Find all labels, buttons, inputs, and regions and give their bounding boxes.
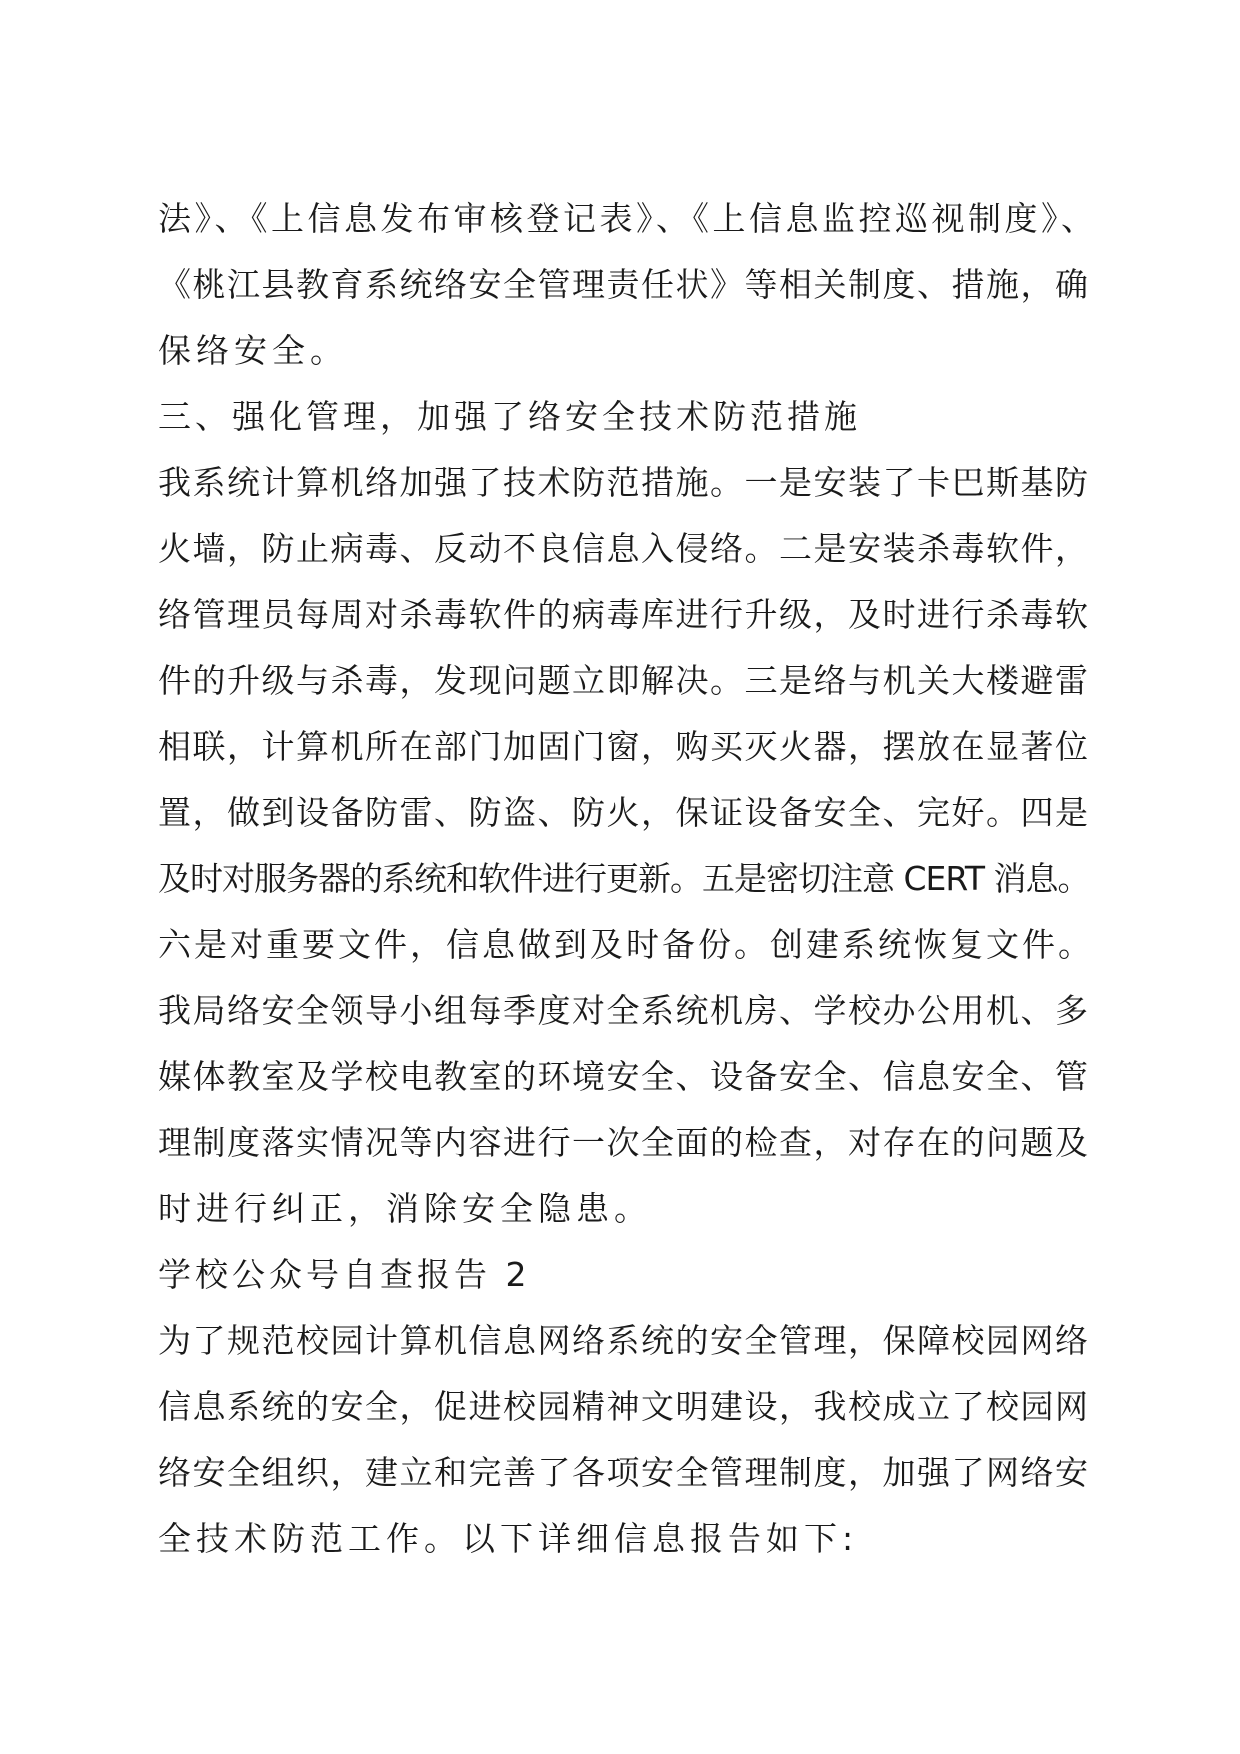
body-text-line: 六是对重要文件，信息做到及时备份。创建系统恢复文件。 bbox=[158, 925, 1094, 964]
body-text-line: 络管理员每周对杀毒软件的病毒库进行升级，及时进行杀毒软 bbox=[158, 595, 1090, 634]
body-text-line: 全技术防范工作。以下详细信息报告如下: bbox=[158, 1519, 859, 1558]
body-text-line: 时进行纠正，消除安全隐患。 bbox=[158, 1189, 652, 1228]
body-text-line: 络安全组织，建立和完善了各项安全管理制度，加强了网络安 bbox=[158, 1453, 1090, 1492]
body-text-line: 媒体教室及学校电教室的环境安全、设备安全、信息安全、管 bbox=[158, 1057, 1090, 1096]
body-text-line: 为了规范校园计算机信息网络系统的安全管理，保障校园网络 bbox=[158, 1321, 1090, 1360]
body-text-line: 理制度落实情况等内容进行一次全面的检查，对存在的问题及 bbox=[158, 1123, 1090, 1162]
report-title: 学校公众号自查报告 2 bbox=[158, 1255, 531, 1294]
document-body bbox=[158, 186, 1098, 1572]
body-text-line: 相联，计算机所在部门加固门窗，购买灭火器，摆放在显著位 bbox=[158, 727, 1090, 766]
body-text-line: 及时对服务器的系统和软件进行更新。五是密切注意 CERT 消息。 bbox=[158, 859, 1090, 898]
body-text-line: 火墙，防止病毒、反动不良信息入侵络。二是安装杀毒软件， bbox=[158, 529, 1090, 568]
body-text-line: 我局络安全领导小组每季度对全系统机房、学校办公用机、多 bbox=[158, 991, 1090, 1030]
body-text-line: 信息系统的安全，促进校园精神文明建设，我校成立了校园网 bbox=[158, 1387, 1090, 1426]
body-text-line: 保络安全。 bbox=[158, 331, 348, 370]
body-text-line: 件的升级与杀毒，发现问题立即解决。三是络与机关大楼避雷 bbox=[158, 661, 1090, 700]
body-text-line: 我系统计算机络加强了技术防范措施。一是安装了卡巴斯基防 bbox=[158, 463, 1090, 502]
body-text-line: 置，做到设备防雷、防盗、防火，保证设备安全、完好。四是 bbox=[158, 793, 1090, 832]
body-text-line: 《桃江县教育系统络安全管理责任状》等相关制度、措施，确 bbox=[158, 265, 1090, 304]
body-text-line: 法》、《上信息发布审核登记表》、《上信息监控巡视制度》、 bbox=[158, 199, 1098, 238]
section-heading: 三、强化管理，加强了络安全技术防范措施 bbox=[158, 397, 861, 436]
